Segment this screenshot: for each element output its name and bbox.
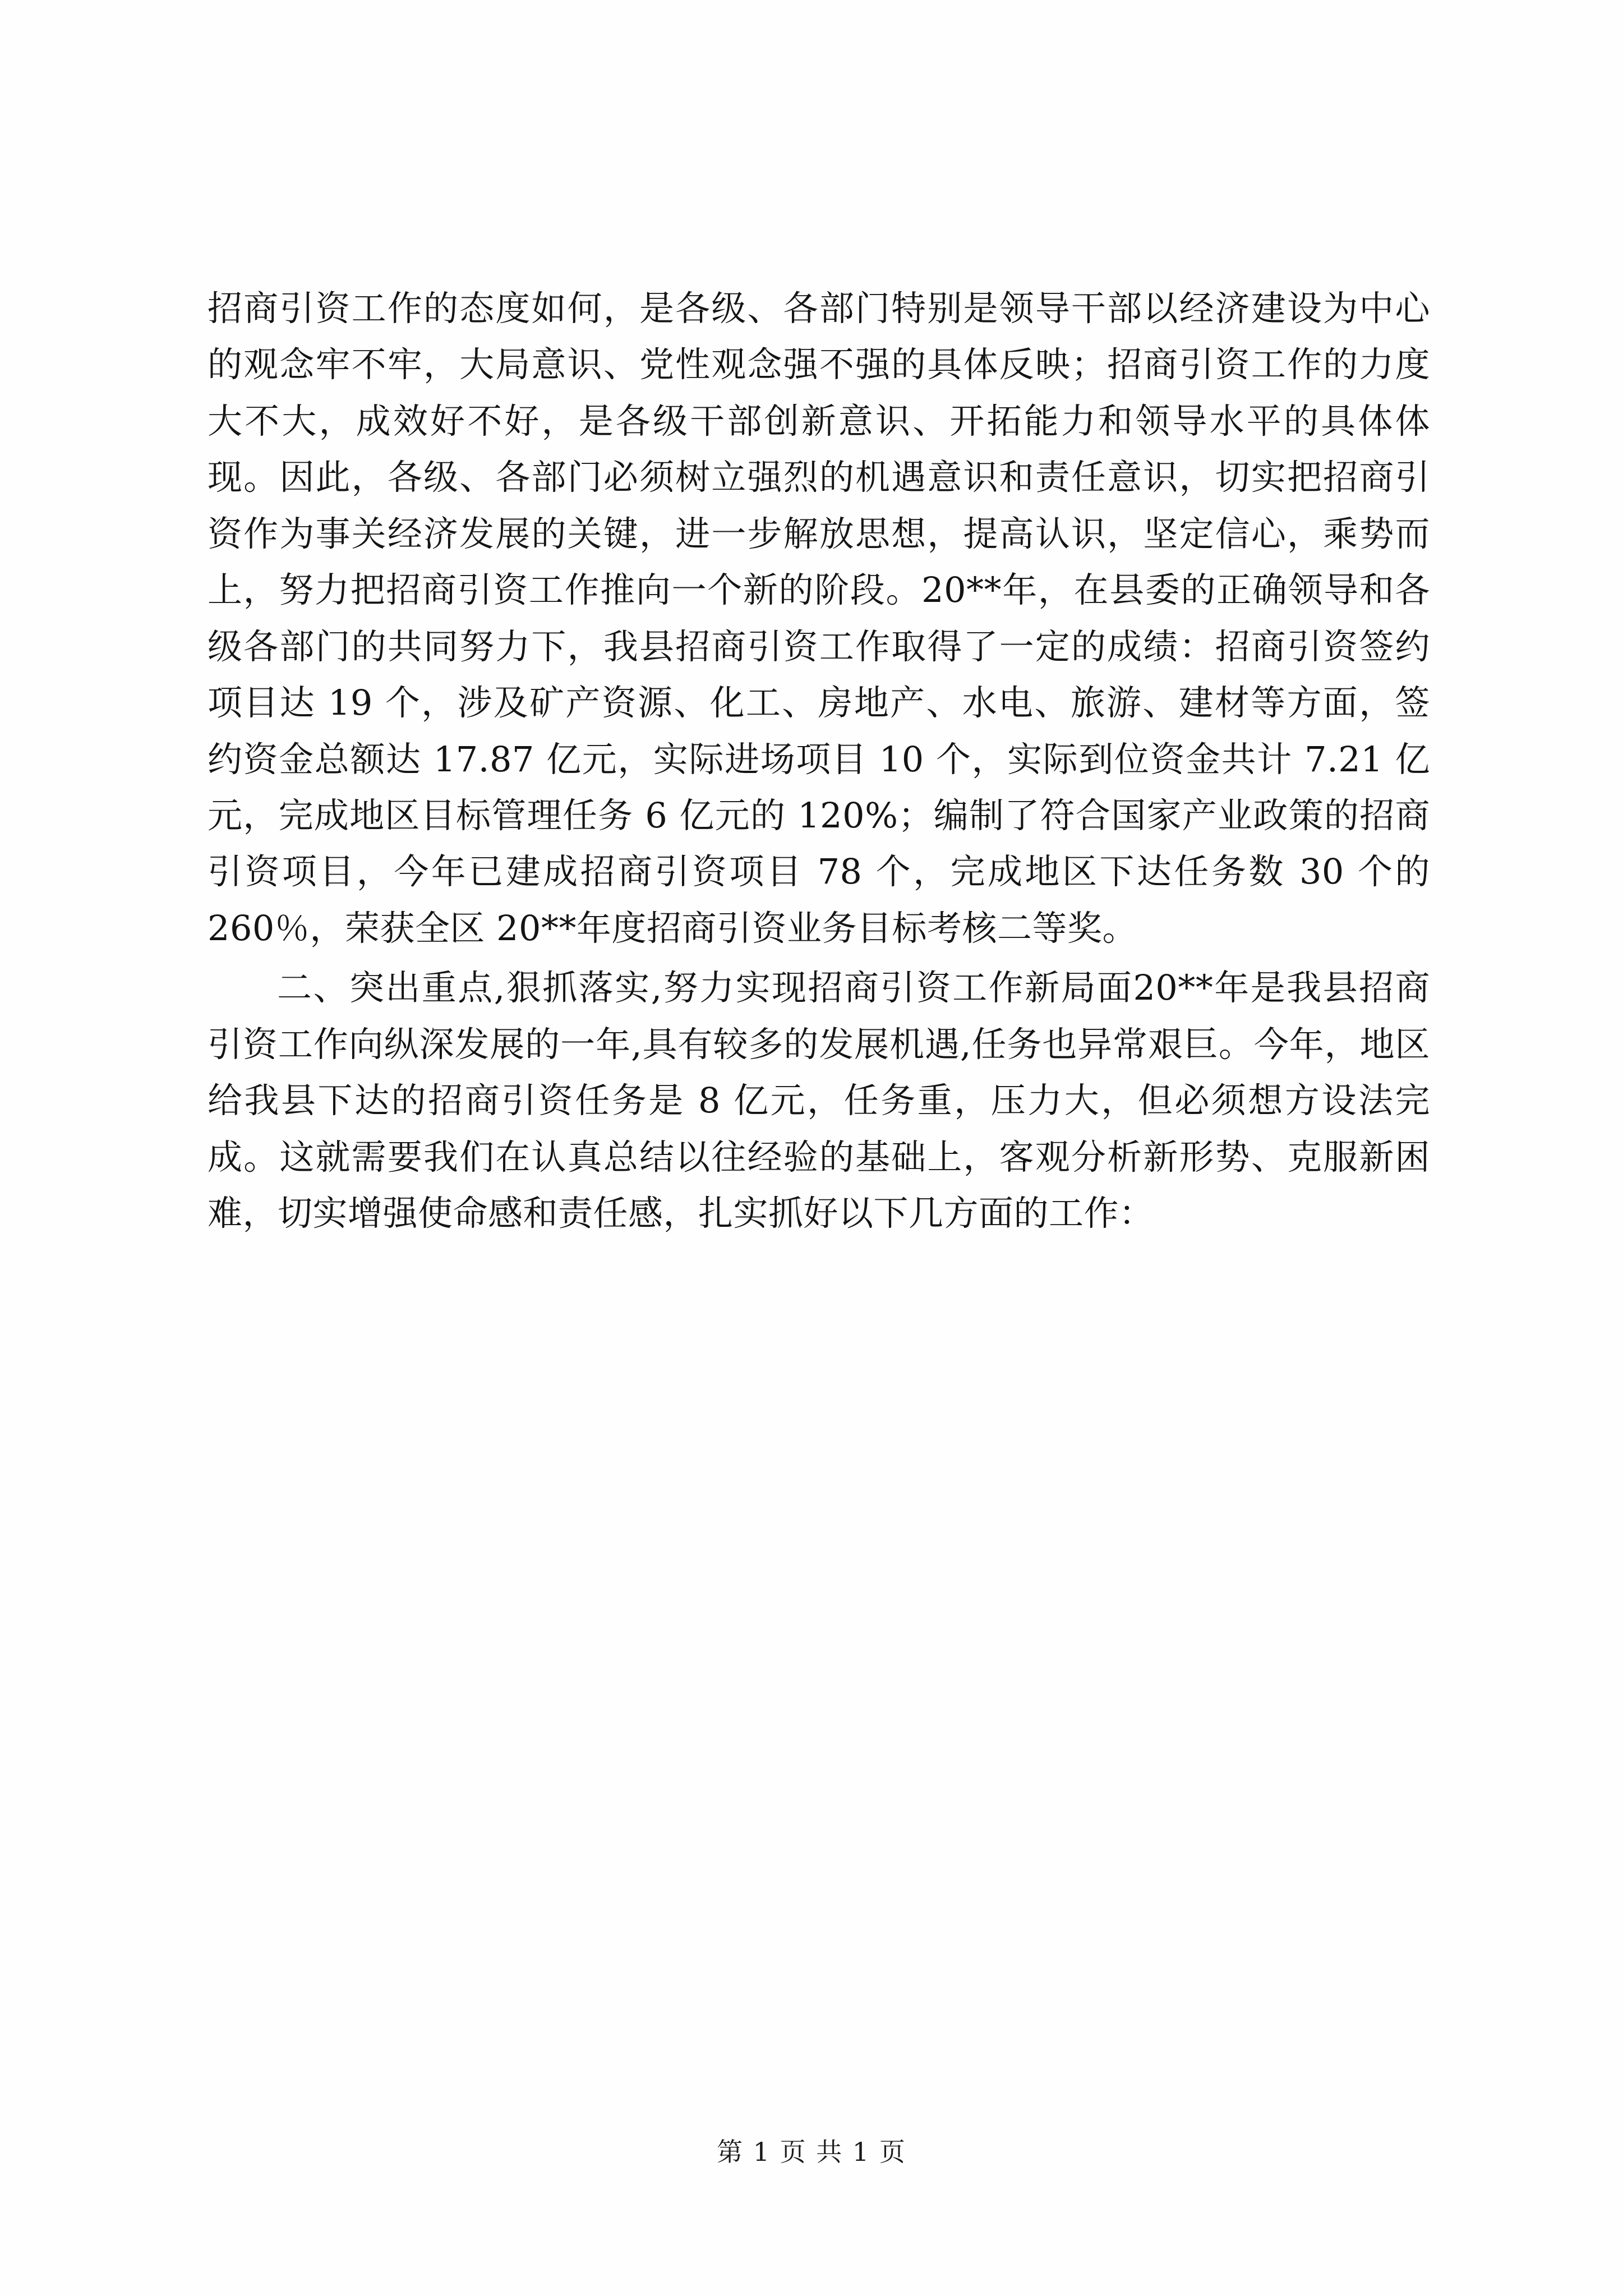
- paragraph-1: 招商引资工作的态度如何，是各级、各部门特别是领导干部以经济建设为中心的观念牢不牢，大局意识、党性观念强不强的具体反映；招商引资工作的力度大不大，成效好不好，是各级干部创新意识、开拓能力和领导水平的具体体现。因此，各级、各部门必须树立强烈的机遇意识和责任意识，切实把招商引资作为事关经济发展的关键，进一步解放思想，提高认识，坚定信心，乘势而上，努力把招商引资工作推向一个新的阶段。20**年，在县委的正确领导和各级各部门的共同努力下，我县招商引资工作取得了一定的成绩：招商引资签约项目达 19 个，涉及矿产资源、化工、房地产、水电、旅游、建材等方面，签约资金总额达 17.87 亿元，实际进场项目 10 个，实际到位资金共计 7.21 亿元，完成地区目标管理任务 6 亿元的 120%；编制了符合国家产业政策的招商引资项目，今年已建成招商引资项目 78 个，完成地区下达任务数 30 个的 260％，荣获全区 20**年度招商引资业务目标考核二等奖。: [208, 288, 1430, 949]
- paragraph-2: 二、突出重点,狠抓落实,努力实现招商引资工作新局面20**年是我县招商引资工作向纵深发展的一年,具有较多的发展机遇,任务也异常艰巨。今年，地区给我县下达的招商引资任务是 8 亿元，任务重，压力大，但必须想方设法完成。这就需要我们在认真总结以往经验的基础上，客观分析新形势、克服新困难，切实增强使命感和责任感，扎实抓好以下几方面的工作：: [208, 967, 1430, 1234]
- page-footer: 第 1 页 共 1 页: [717, 2137, 906, 2167]
- document-body: [208, 280, 1430, 1245]
